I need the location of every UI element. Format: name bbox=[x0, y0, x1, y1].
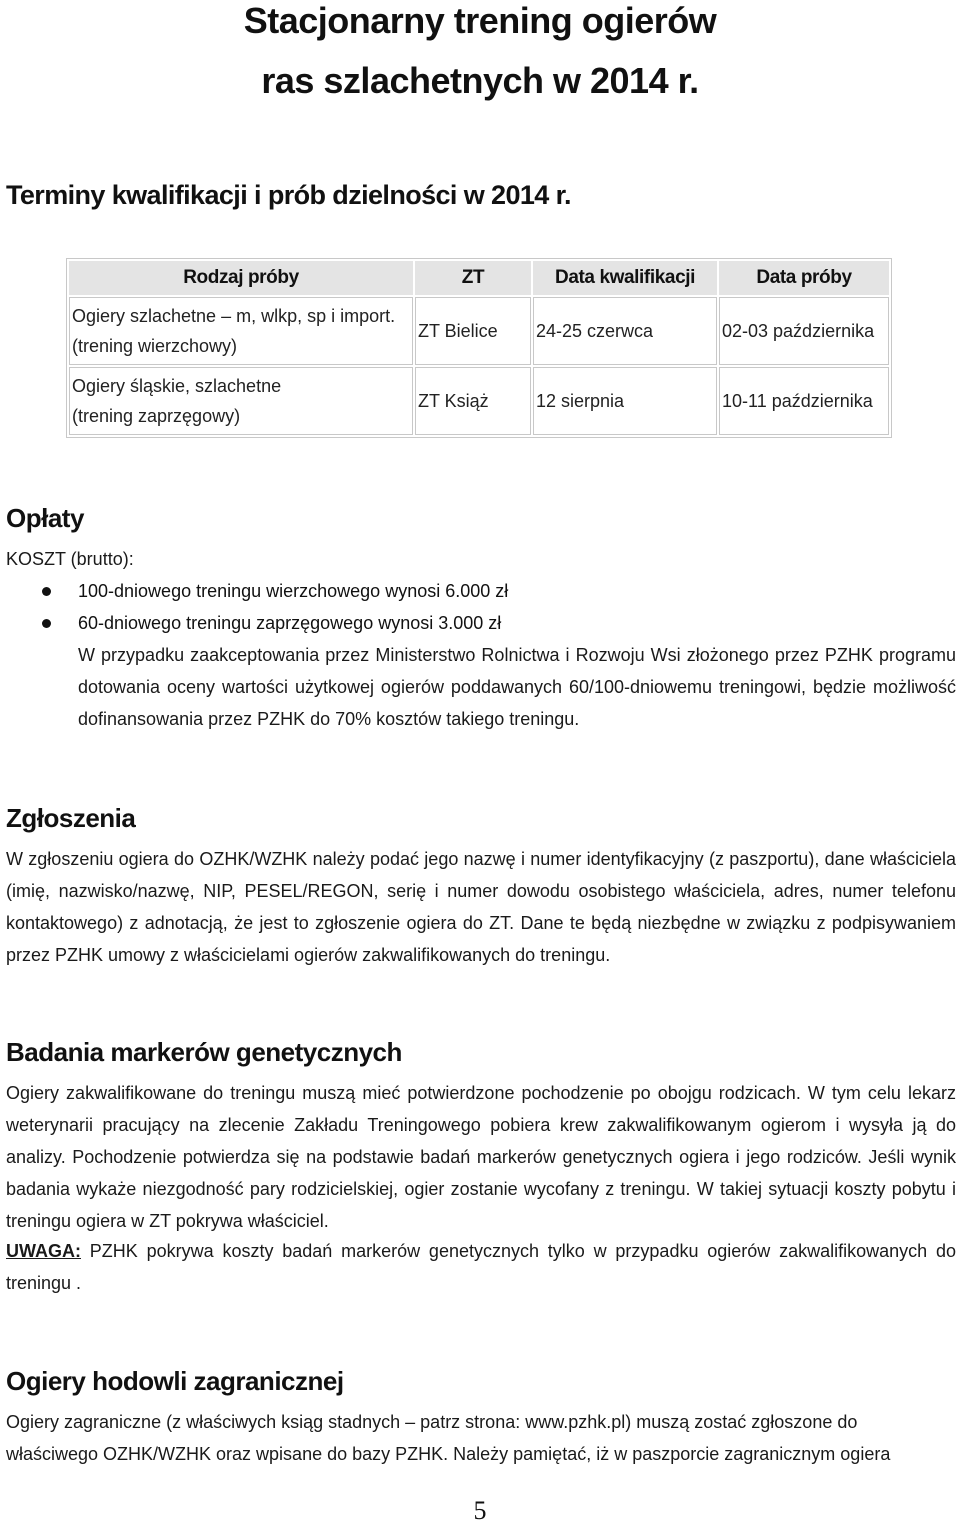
column-header-zt: ZT bbox=[415, 261, 531, 295]
genetics-warning bbox=[6, 1235, 956, 1299]
list-item bbox=[0, 607, 508, 639]
qualification-date-cell: 12 sierpnia bbox=[533, 367, 717, 435]
fee-text: 60-dniowego treningu zaprzęgowego wynosi 3.000 zł bbox=[78, 613, 502, 633]
genetics-heading: Badania markerów genetycznych bbox=[6, 1037, 402, 1067]
warning-text: PZHK pokrywa koszty badań markerów genetycznych tylko w przypadku ogierów zakwalifikowanych do treningu . bbox=[6, 1241, 956, 1293]
test-type-cell bbox=[69, 297, 413, 365]
fees-heading: Opłaty bbox=[6, 503, 84, 533]
fee-text: 100-dniowego treningu wierzchowego wynosi 6.000 zł bbox=[78, 581, 509, 601]
foreign-body: Ogiery zagraniczne (z właściwych ksiąg stadnych – patrz strona: www.pzhk.pl) muszą zostać zgłoszone do właściwego OZHK/WZHK oraz wpisane do bazy PZHK. Należy pamiętać, iż w paszporcie zagranicznym ogiera bbox=[6, 1412, 891, 1464]
bullet-icon bbox=[42, 619, 51, 628]
page-number: 5 bbox=[473, 1496, 487, 1525]
test-type-cell bbox=[69, 367, 413, 435]
fees-list bbox=[0, 575, 508, 639]
page-title-line-1: Stacjonarny trening ogierów bbox=[243, 0, 717, 41]
table-header-row bbox=[69, 261, 889, 295]
applications-heading: Zgłoszenia bbox=[6, 803, 136, 833]
column-header-qualification-date: Data kwalifikacji bbox=[533, 261, 717, 295]
warning-label: UWAGA: bbox=[6, 1241, 81, 1261]
fees-note: W przypadku zaakceptowania przez Ministerstwo Rolnictwa i Rozwoju Wsi złożonego przez PZHK programu dotowania oceny wartości użytkowej ogierów poddawanych 60/100-dniowemu treningowi, będzie możliwość dofinansowania przez PZHK do 70% kosztów takiego treningu. bbox=[78, 645, 956, 729]
test-date-cell: 10-11 października bbox=[719, 367, 889, 435]
list-item bbox=[0, 575, 508, 607]
test-date-cell: 02-03 października bbox=[719, 297, 889, 365]
column-header-test-type: Rodzaj próby bbox=[69, 261, 413, 295]
test-type-detail: (trening wierzchowy) bbox=[72, 336, 238, 356]
test-type-detail: (trening zaprzęgowy) bbox=[72, 406, 241, 426]
schedule-table bbox=[66, 258, 892, 438]
cost-label: KOSZT (brutto): bbox=[6, 549, 134, 569]
page-title-line-2: ras szlachetnych w 2014 r. bbox=[261, 60, 699, 101]
test-type-name: Ogiery śląskie, szlachetne bbox=[72, 376, 282, 396]
genetics-body: Ogiery zakwalifikowane do treningu muszą mieć potwierdzone pochodzenie po obojgu rodzicach. W tym celu lekarz weterynarii pracujący na zlecenie Zakładu Treningowego pobiera krew zakwalifikowanym ogierom i wysyła ją do analizy. Pochodzenie potwierdza się na podstawie badań markerów genetycznych ogiera i jego rodziców. Jeśli wynik badania wykaże niezgodność pary rodzicielskiej, ogier zostanie wycofany z treningu. W takiej sytuacji koszty pobytu i treningu ogiera w ZT pokrywa właściciel. bbox=[6, 1083, 956, 1231]
qualification-date-cell: 24-25 czerwca bbox=[533, 297, 717, 365]
table-row bbox=[69, 297, 889, 365]
applications-body: W zgłoszeniu ogiera do OZHK/WZHK należy podać jego nazwę i numer identyfikacyjny (z paszportu), dane właściciela (imię, nazwisko/nazwę, NIP, PESEL/REGON, serię i numer dowodu osobistego właściciela, adres, numer telefonu kontaktowego) z adnotacją, że jest to zgłoszenie ogiera do ZT. Dane te będą niezbędne w związku z podpisywaniem przez PZHK umowy z właścicielami ogierów zakwalifikowanych do treningu. bbox=[6, 849, 956, 965]
bullet-icon bbox=[42, 587, 51, 596]
foreign-heading: Ogiery hodowli zagranicznej bbox=[6, 1366, 344, 1396]
schedule-heading: Terminy kwalifikacji i prób dzielności w 2014 r. bbox=[6, 180, 571, 210]
zt-cell: ZT Książ bbox=[415, 367, 531, 435]
table-row bbox=[69, 367, 889, 435]
zt-cell: ZT Bielice bbox=[415, 297, 531, 365]
test-type-name: Ogiery szlachetne – m, wlkp, sp i import. bbox=[72, 306, 396, 326]
column-header-test-date: Data próby bbox=[719, 261, 889, 295]
